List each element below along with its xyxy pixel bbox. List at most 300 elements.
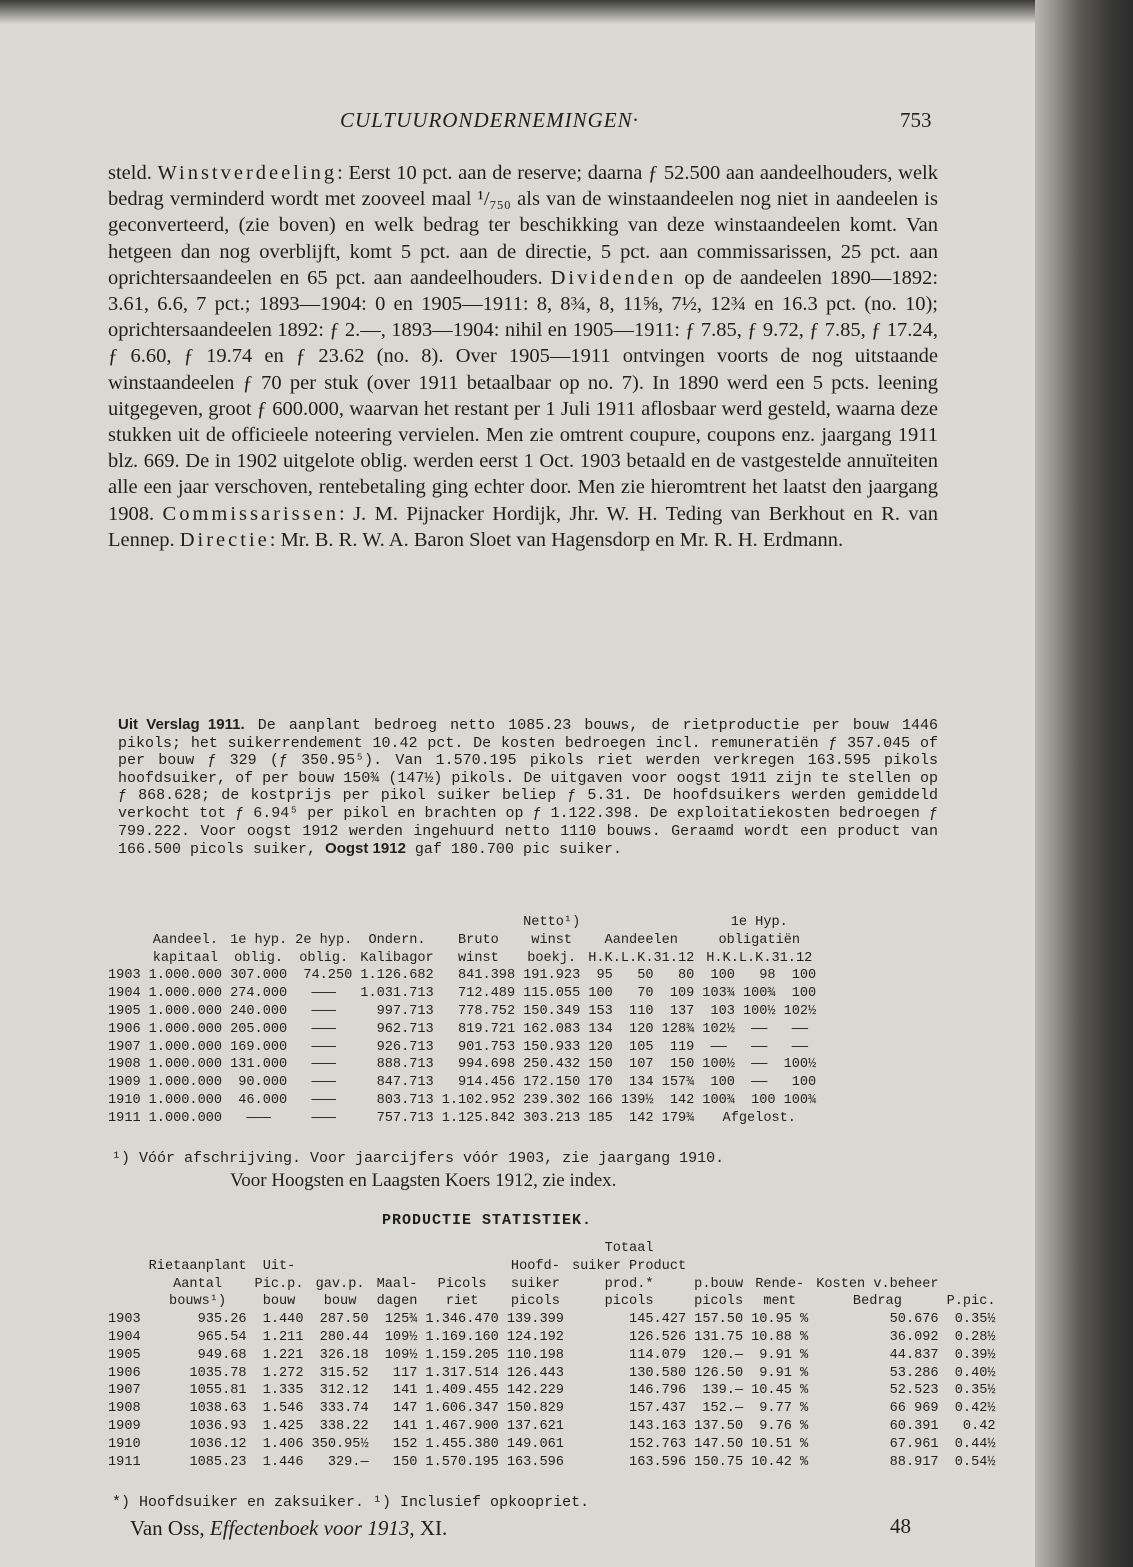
verslag-paragraph	[118, 716, 938, 859]
table-header-row	[104, 1258, 1000, 1276]
table-cell: ———	[246, 1110, 271, 1126]
column-header	[226, 914, 291, 932]
column-header	[104, 1258, 145, 1276]
paragraph-text	[108, 160, 938, 553]
table-cell: 103	[710, 1003, 735, 1019]
table-cell: 141	[392, 1418, 418, 1434]
table-cell: 152.763	[629, 1436, 687, 1452]
text-run: : Eerst 10 pct. aan de reserve; daarna ƒ 52.500 aan aandeelhouders, welk bedrag verminderd wordt met zooveel maal ¹/₇₅₀ als van de winstaandeelen nog niet in aandeelen is geconverteerd, (zie boven) en welk bedrag ter beschikking van deze winstaandeelen komt. Van hetgeen dan nog overblijft, komt 5 pct. aan de directie, 5 pct. aan commissarissen, 25 pct. aan oprichtersaandeelen en 65 pct. aan aandeelhouders.	[108, 162, 939, 289]
table-cell: 1905	[108, 1347, 141, 1363]
table-cell: 841.398	[458, 968, 516, 984]
table-cell: 901.753	[458, 1039, 516, 1055]
column-header	[812, 1258, 942, 1276]
table-cell: 125¾	[384, 1312, 418, 1328]
table-cell: 100½	[742, 1003, 776, 1019]
table-cell: 131.75	[694, 1329, 744, 1345]
footnote-production: *) Hoofdsuiker en zaksuiker. ¹) Inclusief opkoopriet.	[112, 1494, 590, 1511]
table-cell: 0.35½	[954, 1383, 996, 1399]
column-header: Hoofd-	[510, 1258, 560, 1274]
column-header	[145, 914, 226, 932]
column-header: Ondern.	[368, 932, 426, 948]
table-cell: 1.446	[262, 1454, 304, 1470]
table-cell: 46.000	[238, 1092, 288, 1108]
column-header: Pic.p.	[254, 1276, 304, 1292]
table-cell: 315.52	[319, 1365, 369, 1381]
column-header	[104, 932, 145, 950]
table-cell: 100	[710, 1075, 735, 1091]
text-run: : Mr. B. R. W. A. Baron Sloet van Hagensdorp en Mr. R. H. Erdmann.	[269, 528, 844, 551]
table-cell: 60.391	[889, 1418, 939, 1434]
table-cell: 109½	[384, 1347, 418, 1363]
table-cell: 1.406	[262, 1436, 304, 1452]
table-cell: 1.335	[262, 1383, 304, 1399]
table-cell: 1905	[108, 1003, 141, 1019]
table-cell: 137.621	[506, 1418, 564, 1434]
column-header: Totaal	[604, 1241, 654, 1256]
verslag-heading: Uit Verslag 1911.	[118, 716, 245, 733]
table-cell: 109	[669, 986, 695, 1002]
table-cell: 926.713	[376, 1039, 434, 1055]
text-run: op de aandeelen 1890—1892: 3.61, 6.6, 7 pct.; 1893—1904: 0 en 1905—1911: 8, 8¾, 8, 11⅝, 7½, 12¾ en 16.3 pct. (no. 10); oprichtersaandeelen 1892: ƒ 2.—, 1893—1904: nihil en 1905—1911: ƒ 7.85, ƒ 9.72, ƒ 7.85, ƒ 17.24, ƒ 6.60, ƒ 19.74 en ƒ 23.62 (no. 8). Over 1905—1911 ontvingen voorts de nog uitstaande winstaandeelen ƒ 70 per stuk (over 1911 betaalbaar op no. 7). In 1890 werd een 5 pcts. leening uitgegeven, groot ƒ 600.000, waarvan het restant per 1 Juli 1911 aflosbaar werd gesteld, waarna deze stukken uit de officieele noteering vervielen. Men zie omtrent coupure, coupons enz. jaargang 1911 blz. 669. De in 1902 uitgelote oblig. werden eerst 1 Oct. 1903 betaald en de vastgestelde annuïteiten alle een jaar verschoven, rentebetaling ging echter door. Men zie hieromtrent het laatst den jaargang 1908.	[108, 266, 939, 525]
table-header-row	[104, 1293, 1000, 1311]
table-cell: 150	[669, 1057, 695, 1073]
table-cell: 44.837	[889, 1347, 939, 1363]
table-cell: 0.54½	[954, 1454, 996, 1470]
table-cell: 147	[392, 1401, 418, 1417]
table-cell: 105	[629, 1039, 654, 1055]
table-cell: ———	[311, 986, 336, 1002]
table-cell: 350.95½	[311, 1436, 369, 1452]
table-cell: 1.546	[262, 1401, 304, 1417]
table-cell: 9.91 %	[759, 1365, 809, 1381]
table-cell: 239.302	[523, 1092, 581, 1108]
column-header	[503, 1240, 568, 1258]
column-header: riet	[445, 1294, 479, 1310]
table-header-row	[104, 932, 820, 950]
table-cell: 962.713	[376, 1021, 434, 1037]
column-header: Kalibagor	[360, 950, 434, 966]
table-cell: 1903	[108, 1312, 141, 1328]
column-header: H.K.L.K.31.12	[706, 950, 813, 966]
table-cell: 1907	[108, 1383, 141, 1399]
oogst-text: gaf 180.700 pic suiker.	[405, 841, 622, 859]
table-cell: 1908	[108, 1057, 141, 1073]
column-header	[690, 1258, 747, 1276]
production-title: PRODUCTIE STATISTIEK.	[382, 1212, 593, 1229]
table-cell: 1055.81	[189, 1383, 247, 1399]
table-cell: 1903	[108, 968, 141, 984]
column-header: Aantal	[173, 1276, 223, 1292]
column-header: kapitaal	[152, 950, 218, 966]
table-row	[104, 985, 820, 1003]
table-row	[104, 1003, 820, 1021]
table-cell: 110	[629, 1003, 654, 1019]
table-cell: 95	[596, 968, 613, 984]
table-cell: 819.721	[458, 1021, 516, 1037]
table-cell: 1.425	[262, 1418, 304, 1434]
table-cell: 997.713	[376, 1003, 434, 1019]
table-row	[104, 1365, 1000, 1383]
table-cell: ———	[311, 1003, 336, 1019]
table-cell: 100	[791, 986, 817, 1002]
production-table	[104, 1240, 1000, 1471]
column-header: Kosten v.beheer	[816, 1276, 939, 1292]
verslag-text: De aanplant bedroeg netto 1085.23 bouws, de rietproductie per bouw 1446 pikols; het suikerrendement 10.42 pct. De kosten bedroegen incl. remuneratiën ƒ 357.045 of per bouw ƒ 329 (ƒ 350.95⁵). Van 1.570.195 pikols riet werden verkregen 163.595 pikols hoofdsuiker, of per bouw 150¾ (147½) pikols. De uitgaven voor oogst 1911 zijn te stellen op ƒ 868.628; de kostprijs per pikol suiker beliep ƒ 5.31. De hoofdsuikers werden gemiddeld verkocht tot ƒ 6.94⁵ per pikol en brachten op ƒ 1.122.398. De exploitatiekosten bedroegen ƒ 799.222. Voor oogst 1912 werden ingehuurd netto 1110 bouws. Geraamd wordt een product van 166.500 picols suiker,	[118, 717, 938, 859]
column-header	[251, 1240, 308, 1258]
table-row	[104, 1400, 1000, 1418]
table-cell: ——	[751, 1057, 768, 1073]
table-cell: 847.713	[376, 1075, 434, 1091]
column-header	[104, 1240, 145, 1258]
table-cell: 166	[588, 1092, 613, 1108]
table-cell: 146.796	[629, 1383, 687, 1399]
table-cell: 778.752	[458, 1003, 516, 1019]
table-cell: 10.88 %	[751, 1329, 809, 1345]
table-row	[104, 1074, 820, 1092]
table-cell: 100¾	[783, 1092, 817, 1108]
table-cell: 0.40½	[954, 1365, 996, 1381]
table-cell: 1.211	[262, 1329, 304, 1345]
table-cell: 1.440	[262, 1312, 304, 1328]
main-paragraph	[108, 160, 938, 553]
column-header: P.pic.	[946, 1294, 996, 1310]
column-header: winst	[458, 950, 499, 966]
table-cell: ———	[311, 1110, 336, 1126]
table-cell: 100	[751, 1092, 776, 1108]
table-cell: 1.126.682	[360, 968, 434, 984]
table-cell: 131.000	[230, 1057, 288, 1073]
column-header: Rende-	[755, 1276, 805, 1292]
table-row	[104, 1329, 1000, 1347]
table-row	[104, 1311, 1000, 1329]
column-header	[943, 1258, 1000, 1276]
table-cell: 1909	[108, 1075, 141, 1091]
table-cell: 1.169.160	[425, 1329, 499, 1345]
column-header: picols	[510, 1294, 560, 1310]
table-cell: 1.606.347	[425, 1401, 499, 1417]
column-header	[943, 1276, 1000, 1294]
table-cell: 153	[588, 1003, 613, 1019]
column-header	[747, 1258, 812, 1276]
table-cell: 142	[669, 1092, 695, 1108]
finance-table	[104, 914, 820, 1128]
footer-author: Van Oss,	[130, 1516, 210, 1540]
table-cell: 117	[392, 1365, 418, 1381]
table-cell: 126.443	[506, 1365, 564, 1381]
column-header: boekj.	[527, 950, 577, 966]
table-cell: 0.35½	[954, 1312, 996, 1328]
table-cell: 100	[791, 968, 817, 984]
table-cell: ——	[791, 1039, 809, 1055]
column-header: Aandeelen	[604, 932, 678, 948]
table-cell: ——	[751, 1075, 768, 1091]
table-cell: 53.286	[889, 1365, 939, 1381]
table-cell: 1.000.000	[148, 986, 223, 1002]
column-header	[421, 1258, 502, 1276]
table-cell: 303.213	[523, 1110, 581, 1126]
table-cell: 50	[637, 968, 654, 984]
footer-volume: , XI.	[409, 1516, 448, 1540]
column-header: prod.*	[604, 1276, 654, 1292]
table-cell: 1.102.952	[441, 1092, 516, 1108]
table-cell: 1.409.455	[425, 1383, 499, 1399]
table-row	[104, 1110, 820, 1128]
table-cell: 120	[588, 1039, 613, 1055]
column-header	[291, 914, 356, 932]
table-cell: 124.192	[506, 1329, 564, 1345]
column-header: picols	[604, 1294, 654, 1310]
table-cell: 128¾	[661, 1021, 695, 1037]
table-row	[104, 1454, 1000, 1472]
table-cell: 170	[588, 1075, 613, 1091]
column-header	[421, 1240, 502, 1258]
table-cell: 141	[392, 1383, 418, 1399]
table-cell: 52.523	[889, 1383, 939, 1399]
table-cell: 120	[629, 1021, 654, 1037]
table-cell: 10.51 %	[751, 1436, 809, 1452]
column-header	[747, 1240, 812, 1258]
table-cell: 1038.63	[189, 1401, 247, 1417]
column-header	[373, 1258, 422, 1276]
table-cell: 74.250	[303, 968, 353, 984]
footer-title: Effectenboek voor 1913	[209, 1516, 410, 1540]
footnote-finance: ¹) Vóór afschrijving. Voor jaarcijfers vóór 1903, zie jaargang 1910.	[112, 1150, 725, 1167]
column-header	[812, 1240, 942, 1258]
page-number: 753	[900, 108, 932, 132]
table-cell: 150.933	[523, 1039, 581, 1055]
table-cell: 142	[629, 1110, 654, 1126]
column-header	[104, 1276, 145, 1294]
column-header	[145, 1240, 251, 1258]
column-header: 1e Hyp.	[730, 915, 788, 930]
table-cell: 1909	[108, 1418, 141, 1434]
table-cell: 1.000.000	[148, 968, 223, 984]
table-cell: 338.22	[319, 1418, 369, 1434]
column-header: Bedrag	[852, 1294, 902, 1310]
table-cell: ——	[751, 1021, 768, 1037]
table-cell: 150.75	[694, 1454, 744, 1470]
table-cell: 102½	[702, 1021, 735, 1037]
spaced-term-dividenden: Dividenden	[550, 266, 677, 289]
table-cell: 163.596	[629, 1454, 687, 1470]
column-header: gav.p.	[315, 1276, 365, 1292]
table-cell: 143.163	[629, 1418, 687, 1434]
table-row	[104, 1056, 820, 1074]
table-cell: 0.42	[962, 1418, 996, 1434]
table-cell: 333.74	[319, 1401, 369, 1417]
table-cell: 1085.23	[189, 1454, 247, 1470]
table-cell: 0.42½	[954, 1401, 996, 1417]
table-cell: 0.28½	[954, 1329, 996, 1345]
table-cell: 157.437	[629, 1401, 687, 1417]
table-cell: 307.000	[230, 968, 288, 984]
column-header: oblig.	[234, 950, 284, 966]
table-cell: 100¾	[742, 986, 776, 1002]
table-cell: 888.713	[376, 1057, 434, 1073]
table-cell: 1.125.842	[441, 1110, 516, 1126]
table-cell: 109½	[384, 1329, 418, 1345]
table-cell: 1036.12	[189, 1436, 247, 1452]
table-cell: 163.596	[506, 1454, 564, 1470]
table-cell: 1907	[108, 1039, 141, 1055]
table-cell: 205.000	[230, 1021, 288, 1037]
spaced-term-directie: Directie	[179, 528, 270, 551]
column-header: p.bouw	[694, 1276, 744, 1292]
table-cell: ———	[311, 1092, 336, 1108]
table-cell: 150	[588, 1057, 613, 1073]
table-cell: 100½	[702, 1057, 735, 1073]
table-cell: 803.713	[376, 1092, 434, 1108]
table-cell: ——	[710, 1039, 727, 1055]
table-cell: 1.000.000	[148, 1110, 223, 1126]
table-cell: 326.18	[319, 1347, 369, 1363]
table-cell: 1.346.470	[425, 1312, 499, 1328]
table-cell: 139.—	[702, 1383, 744, 1399]
table-cell: 100	[710, 968, 735, 984]
column-header	[356, 914, 437, 932]
table-cell: 145.427	[629, 1312, 687, 1328]
table-cell: 949.68	[197, 1347, 247, 1363]
column-header: H.K.L.K.31.12	[588, 950, 695, 966]
column-header: suiker	[510, 1276, 560, 1292]
table-cell: 114.079	[629, 1347, 687, 1363]
table-header-row	[104, 914, 820, 932]
column-header: 1e hyp.	[230, 932, 288, 948]
table-header-row	[104, 950, 820, 968]
table-cell: 150	[392, 1454, 418, 1470]
table-cell: Afgelost.	[722, 1110, 796, 1126]
table-cell: 10.42 %	[751, 1454, 809, 1470]
signature-folio: 48	[890, 1514, 911, 1538]
table-cell: 126.526	[629, 1329, 687, 1345]
table-cell: 1908	[108, 1401, 141, 1417]
table-cell: 137.50	[694, 1418, 744, 1434]
table-cell: 1.455.380	[425, 1436, 499, 1452]
table-cell: 1904	[108, 986, 141, 1002]
table-cell: 110.198	[506, 1347, 564, 1363]
table-row	[104, 1021, 820, 1039]
column-header: bouw	[323, 1294, 357, 1310]
table-cell: ———	[311, 1039, 336, 1055]
table-cell: 1910	[108, 1092, 141, 1108]
table-cell: 100	[588, 986, 613, 1002]
scan-edge	[0, 0, 1133, 24]
table-cell: 1906	[108, 1365, 141, 1381]
table-cell: 102½	[783, 1003, 817, 1019]
table-cell: 10.45 %	[751, 1383, 809, 1399]
table-row	[104, 967, 820, 985]
column-header: Bruto	[458, 932, 499, 948]
table-cell: 185	[588, 1110, 613, 1126]
table-cell: ———	[311, 1057, 336, 1073]
table-cell: 935.26	[197, 1312, 247, 1328]
column-header	[104, 1293, 145, 1311]
column-header	[104, 950, 145, 968]
table-row	[104, 1418, 1000, 1436]
table-cell: 172.150	[523, 1075, 581, 1091]
table-cell: 1036.93	[189, 1418, 247, 1434]
table-cell: 100	[791, 1075, 817, 1091]
table-cell: 98	[759, 968, 776, 984]
table-cell: 70	[637, 986, 654, 1002]
table-cell: 1.317.514	[425, 1365, 499, 1381]
table-cell: 1.221	[262, 1347, 304, 1363]
table-cell: 36.092	[889, 1329, 939, 1345]
table-cell: 712.489	[458, 986, 516, 1002]
table-cell: 1910	[108, 1436, 141, 1452]
table-cell: 1.467.900	[425, 1418, 499, 1434]
koers-reference: Voor Hoogsten en Laagsten Koers 1912, zie index.	[230, 1170, 617, 1191]
table-cell: 139½	[620, 1092, 654, 1108]
table-cell: 1911	[108, 1454, 141, 1470]
table-cell: 914.456	[458, 1075, 516, 1091]
column-header	[584, 914, 698, 932]
column-header	[104, 914, 145, 932]
table-row	[104, 1347, 1000, 1365]
table-cell: 1911	[108, 1110, 141, 1126]
text-run: : J. M. Pijnacker Hordijk, Jhr. W. H. Teding van Berkhout en R. van Lennep.	[108, 502, 938, 551]
table-cell: 157¾	[661, 1075, 695, 1091]
column-header: bouws¹)	[169, 1294, 227, 1310]
table-cell: 757.713	[376, 1110, 434, 1126]
table-cell: 1.159.205	[425, 1347, 499, 1363]
column-header	[438, 914, 519, 932]
column-header: Picols	[437, 1276, 487, 1292]
table-header-row	[104, 1276, 1000, 1294]
table-cell: 142.229	[506, 1383, 564, 1399]
table-cell: 169.000	[230, 1039, 288, 1055]
column-header: winst	[531, 932, 573, 948]
table-cell: ——	[751, 1039, 768, 1055]
table-cell: 50.676	[889, 1312, 939, 1328]
column-header: dagen	[376, 1294, 418, 1310]
table-cell: 150.349	[523, 1003, 581, 1019]
spaced-term-winstverdeeling: Winstverdeeling	[157, 162, 338, 184]
table-cell: 152	[392, 1436, 418, 1452]
table-cell: 67.961	[889, 1436, 939, 1452]
table-cell: 1.000.000	[148, 1092, 223, 1108]
table-cell: 120.—	[702, 1347, 744, 1363]
table-cell: 9.77 %	[759, 1401, 809, 1417]
table-cell: 130.580	[629, 1365, 687, 1381]
table-cell: 119	[669, 1039, 695, 1055]
column-header: suiker Product	[571, 1258, 687, 1274]
table-cell: 329.—	[327, 1454, 369, 1470]
table-cell: 9.76 %	[759, 1418, 809, 1434]
table-cell: 1.000.000	[148, 1075, 223, 1091]
table-cell: 100½	[783, 1057, 817, 1073]
table-cell: 965.54	[197, 1329, 247, 1345]
table-cell: 191.923	[523, 968, 581, 984]
table-cell: 1.000.000	[148, 1039, 223, 1055]
table-cell: 312.12	[319, 1383, 369, 1399]
column-header	[943, 1240, 1000, 1258]
footer-signature	[130, 1516, 447, 1541]
table-cell: 149.061	[506, 1436, 564, 1452]
table-cell: 0.39½	[954, 1347, 996, 1363]
table-cell: 88.917	[889, 1454, 939, 1470]
table-cell: 10.95 %	[751, 1312, 809, 1328]
column-header: 2e hyp.	[295, 932, 353, 948]
table-cell: 103¾	[702, 986, 735, 1002]
table-cell: 1.570.195	[425, 1454, 499, 1470]
spaced-term-commissarissen: Commissarissen	[162, 502, 339, 525]
column-header: picols	[694, 1294, 744, 1310]
column-header: Uit-	[262, 1258, 296, 1274]
table-cell: 1.000.000	[148, 1021, 223, 1037]
table-cell: ———	[311, 1021, 336, 1037]
table-cell: 134	[629, 1075, 654, 1091]
